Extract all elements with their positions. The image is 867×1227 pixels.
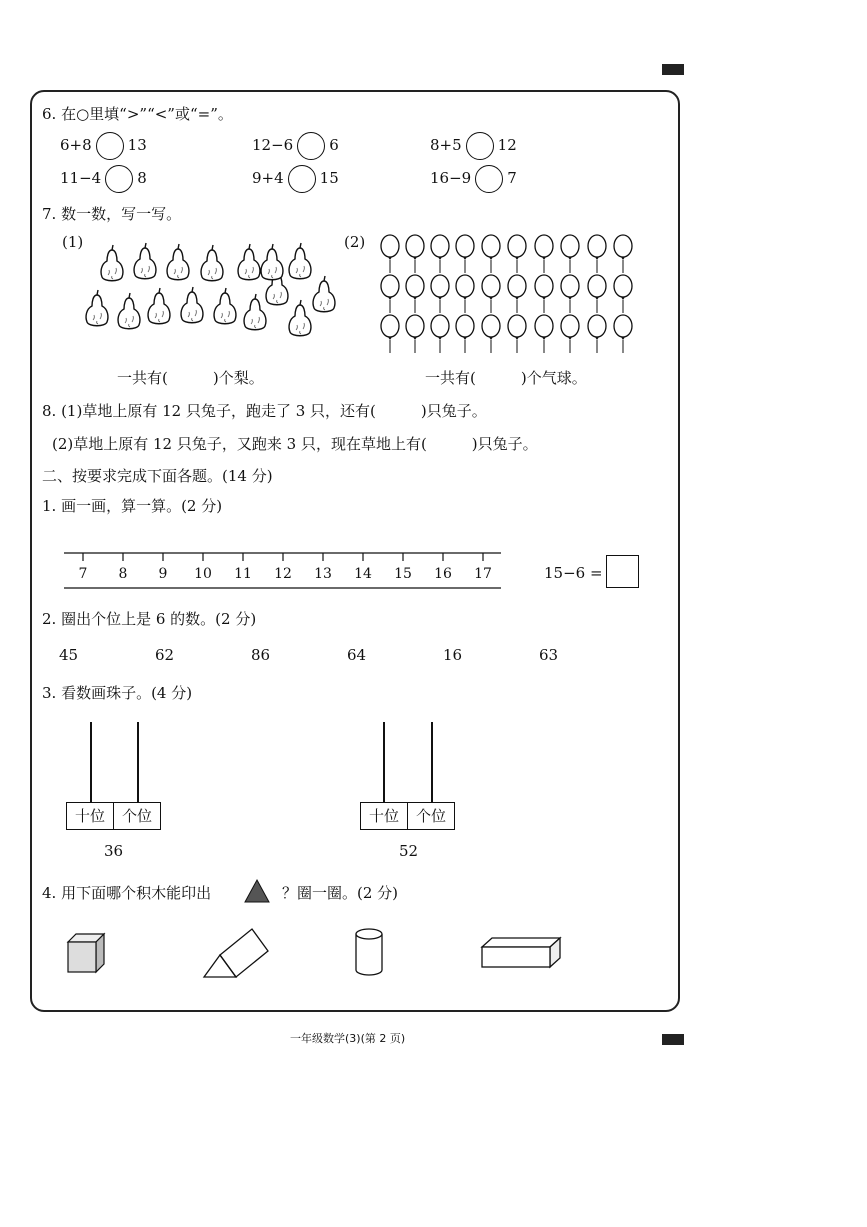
- tick-label: 11: [234, 566, 252, 582]
- s2-q2-title: 2. 圈出个位上是 6 的数。(2 分): [42, 610, 257, 628]
- number-choice[interactable]: 45: [59, 646, 79, 664]
- pear-picture: [70, 238, 350, 338]
- tick-label: 8: [118, 566, 128, 582]
- equation-label: 15−6 =: [544, 564, 603, 582]
- number-choice[interactable]: 86: [251, 646, 271, 664]
- tick-label: 15: [394, 566, 412, 582]
- cuboid-icon[interactable]: [478, 935, 564, 971]
- compare-item: 8+5 12: [430, 132, 517, 160]
- abacus-rod: [431, 722, 433, 802]
- q7-title: 7. 数一数，写一写。: [42, 205, 182, 223]
- triangular-prism-icon[interactable]: [200, 925, 272, 981]
- tick-label: 17: [474, 566, 492, 582]
- blank-circle[interactable]: [475, 165, 503, 193]
- ones-cell: 个位: [407, 802, 455, 830]
- s2-q4-title-a: 4. 用下面哪个积木能印出: [42, 884, 212, 902]
- tick-label: 14: [354, 566, 372, 582]
- blank-circle[interactable]: [288, 165, 316, 193]
- q6-title: 6. 在○里填“>”“<”或“=”。: [42, 105, 233, 123]
- number-choice[interactable]: 63: [539, 646, 559, 664]
- number-choice[interactable]: 16: [443, 646, 463, 664]
- corner-mark-top: [662, 64, 684, 75]
- balloon-picture: [378, 232, 640, 354]
- triangle-icon: [243, 878, 271, 904]
- tick-label: 12: [274, 566, 292, 582]
- compare-item: 6+8 13: [60, 132, 147, 160]
- abacus-rod: [90, 722, 92, 802]
- cube-icon[interactable]: [64, 932, 108, 974]
- page-footer: 一年级数学(3)(第 2 页): [290, 1032, 406, 1045]
- abacus-number: 52: [399, 842, 419, 860]
- ones-cell: 个位: [113, 802, 161, 830]
- abacus-rod: [383, 722, 385, 802]
- q8-line2: (2)草地上原有 12 只兔子，又跑来 3 只，现在草地上有( )只兔子。: [52, 435, 538, 453]
- s2-q1-title: 1. 画一画，算一算。(2 分): [42, 497, 223, 515]
- s2-q3-title: 3. 看数画珠子。(4 分): [42, 684, 193, 702]
- compare-item: 11−4 8: [60, 165, 147, 193]
- answer-box[interactable]: [606, 555, 639, 588]
- tick-label: 13: [314, 566, 332, 582]
- tens-cell: 十位: [360, 802, 408, 830]
- q8-line1: 8. (1)草地上原有 12 只兔子，跑走了 3 只，还有( )只兔子。: [42, 402, 487, 420]
- abacus-rod: [137, 722, 139, 802]
- compare-item: 9+4 15: [252, 165, 339, 193]
- number-choice[interactable]: 64: [347, 646, 367, 664]
- q7-answer-balloons: 一共有( )个气球。: [425, 369, 587, 387]
- compare-item: 16−9 7: [430, 165, 517, 193]
- tick-label: 10: [194, 566, 212, 582]
- q7-part1-label: (1): [62, 233, 84, 251]
- section2-title: 二、按要求完成下面各题。(14 分): [42, 467, 273, 485]
- corner-mark-bottom: [662, 1034, 684, 1045]
- compare-item: 12−6 6: [252, 132, 339, 160]
- blank-circle[interactable]: [96, 132, 124, 160]
- q7-part2-label: (2): [344, 233, 366, 251]
- blank-circle[interactable]: [297, 132, 325, 160]
- tick-label: 9: [158, 566, 168, 582]
- abacus-number: 36: [104, 842, 124, 860]
- blank-circle[interactable]: [105, 165, 133, 193]
- number-choice[interactable]: 62: [155, 646, 175, 664]
- tick-label: 16: [434, 566, 452, 582]
- tick-label: 7: [78, 566, 88, 582]
- s2-q4-title-b: ？圈一圈。(2 分): [282, 884, 399, 902]
- blank-circle[interactable]: [466, 132, 494, 160]
- q7-answer-pears: 一共有( )个梨。: [117, 369, 264, 387]
- cylinder-icon[interactable]: [352, 926, 386, 978]
- tens-cell: 十位: [66, 802, 114, 830]
